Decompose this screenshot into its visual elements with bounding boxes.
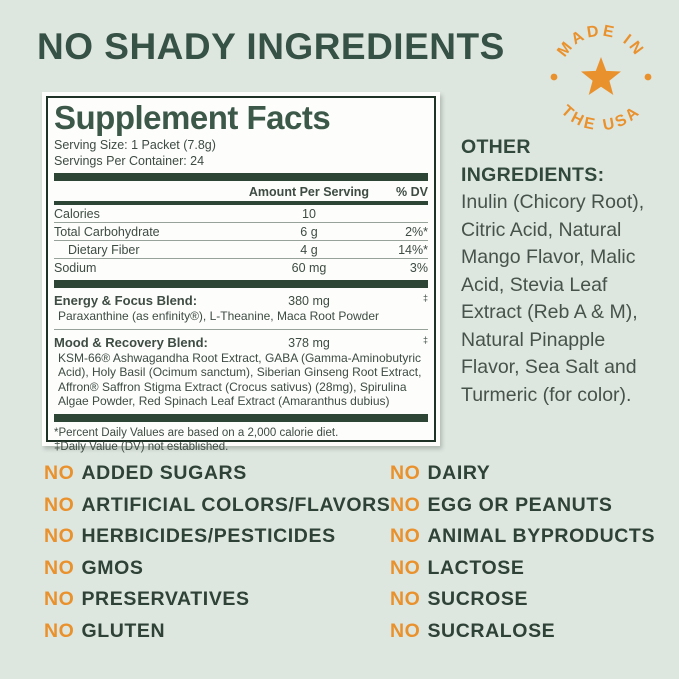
no-prefix: NO <box>390 493 421 516</box>
nutrient-name: Dietary Fiber <box>68 243 140 257</box>
nutrient-amount: 10 <box>302 207 316 221</box>
other-ingredients-body: Inulin (Chicory Root), Citric Acid, Natural Mango Flavor, Malic Acid, Stevia Leaf Extract (Reb A & M), Natural Pinapple Flavor, Sea Salt and Turmeric (for color). <box>461 191 645 406</box>
badge-top-text: MADE IN <box>554 22 648 61</box>
claim-text: LACTOSE <box>427 556 525 579</box>
claim-text: ANIMAL BYPRODUCTS <box>427 525 656 548</box>
claim-gmos <box>44 553 390 585</box>
nutrient-dv: 2%* <box>405 225 428 239</box>
nutrient-amount: 60 mg <box>291 261 327 275</box>
claim-text: ADDED SUGARS <box>81 462 247 484</box>
other-ingredients-heading: OTHER INGREDIENTS: <box>461 136 605 186</box>
no-prefix: NO <box>44 493 75 516</box>
divider-bar-thick <box>54 414 428 422</box>
blend-dv-dagger: ‡ <box>422 334 428 345</box>
blend-name: Energy & Focus Blend: <box>54 293 198 308</box>
no-prefix: NO <box>44 462 75 484</box>
divider-bar-thick <box>54 280 428 288</box>
no-prefix: NO <box>44 619 75 642</box>
nutrient-dv: 3% <box>409 261 428 275</box>
blend-amount: 380 mg <box>288 294 330 308</box>
nutrient-amount: 4 g <box>300 243 318 257</box>
footnote-daily-values: *Percent Daily Values are based on a 2,000 calorie diet. <box>54 426 339 439</box>
blend-row-mood-recovery <box>54 330 428 351</box>
headline: NO SHADY INGREDIENTS <box>37 26 505 67</box>
claim-dairy <box>390 458 655 490</box>
supplement-facts-panel <box>42 92 440 453</box>
claim-egg-or-peanuts <box>390 490 655 522</box>
badge-bottom-text: THE USA <box>557 102 645 135</box>
servings-per-container: Servings Per Container: 24 <box>54 153 205 168</box>
blend-dv-dagger: ‡ <box>422 293 428 303</box>
nutrient-row-carbohydrate <box>54 222 428 240</box>
serving-size: Serving Size: 1 Packet (7.8g) <box>54 138 216 152</box>
no-prefix: NO <box>44 588 75 611</box>
claim-sucrose <box>390 584 655 616</box>
nutrient-row-dietary-fiber <box>54 240 428 258</box>
nutrient-name: Calories <box>54 207 100 221</box>
blend-name: Mood & Recovery Blend: <box>54 334 208 350</box>
dv-column-header: % DV <box>396 185 428 199</box>
blend-row-energy-focus <box>54 288 428 309</box>
blend-amount: 378 mg <box>288 335 330 350</box>
claim-sucralose <box>390 616 655 648</box>
claim-artificial-colors-flavors <box>44 490 390 522</box>
nutrient-row-sodium <box>54 258 428 276</box>
claim-animal-byproducts <box>390 521 655 553</box>
footnote-dv-not-established: ‡Daily Value (DV) not established. <box>54 440 229 453</box>
star-icon <box>581 57 621 95</box>
supplement-facts-title: Supplement Facts <box>54 99 331 136</box>
claim-text: PRESERVATIVES <box>81 588 250 611</box>
no-prefix: NO <box>44 556 75 579</box>
claim-herbicides-pesticides <box>44 521 390 553</box>
made-in-usa-badge <box>541 16 661 136</box>
claim-text: SUCRALOSE <box>427 619 556 642</box>
claim-gluten <box>44 616 390 648</box>
no-prefix: NO <box>390 462 421 484</box>
no-prefix: NO <box>390 525 421 548</box>
badge-dot-left-icon <box>551 74 558 81</box>
nutrient-name: Sodium <box>54 261 97 275</box>
claim-text: HERBICIDES/PESTICIDES <box>81 525 336 548</box>
no-prefix: NO <box>390 619 421 642</box>
nutrient-row-calories <box>54 205 428 222</box>
claim-text: ARTIFICIAL COLORS/FLAVORS <box>81 493 391 516</box>
no-prefix: NO <box>44 525 75 548</box>
other-ingredients <box>461 134 661 409</box>
claim-preservatives <box>44 584 390 616</box>
claim-lactose <box>390 553 655 585</box>
blend-ingredients-energy-focus: Paraxanthine (as enfinity®), L-Theanine, Maca Root Powder <box>58 309 380 323</box>
amount-column-header: Amount Per Serving <box>248 185 370 199</box>
nutrient-name: Total Carbohydrate <box>54 225 160 239</box>
no-claims-right-column <box>390 458 655 648</box>
blend-ingredients-mood-recovery: KSM-66® Ashwagandha Root Extract, GABA (Gamma-Aminobutyric Acid), Holy Basil (Ocimum sanctum), Siberian Ginseng Root Extract, Affron® Saffron Stigma Extract (Crocus sativus) (28mg), Spirulina Algae Powder, Red Spinach Leaf Extract (Amaranthus dubius) <box>58 350 422 408</box>
supplement-facts-inner <box>46 96 436 453</box>
claim-added-sugars <box>44 458 390 490</box>
nutrient-amount: 6 g <box>300 225 318 239</box>
no-prefix: NO <box>390 588 421 611</box>
table-header-row <box>54 181 428 201</box>
claim-text: SUCROSE <box>427 588 529 611</box>
claim-text: GLUTEN <box>81 619 166 642</box>
claim-text: GMOS <box>81 556 144 579</box>
badge-dot-right-icon <box>645 74 652 81</box>
nutrient-dv: 14%* <box>398 243 428 257</box>
no-claims-left-column <box>44 458 390 648</box>
claim-text: EGG OR PEANUTS <box>427 493 613 516</box>
divider-bar-thick <box>54 173 428 181</box>
claim-text: DAIRY <box>427 462 491 484</box>
no-prefix: NO <box>390 556 421 579</box>
